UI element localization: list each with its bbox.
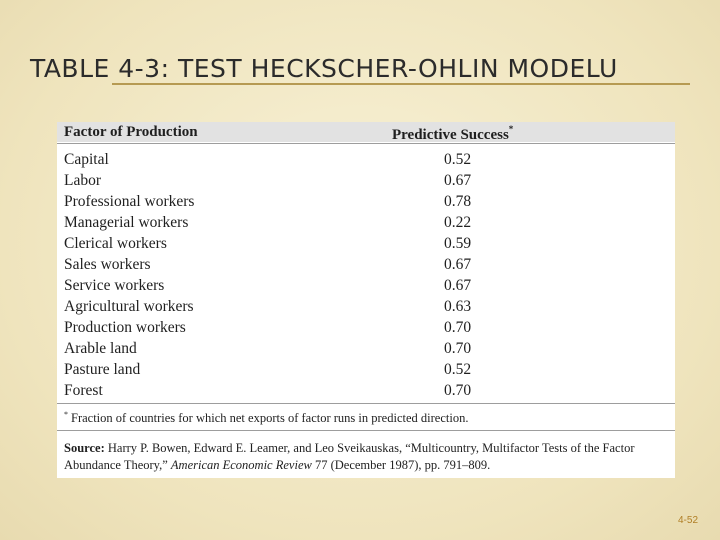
row-value: 0.59 [444,235,472,252]
row-value: 0.70 [444,319,472,336]
row-value: 0.70 [444,340,472,357]
table-row [57,150,675,171]
source-journal: American Economic Review [170,458,312,472]
table-row [57,360,675,381]
row-value: 0.52 [444,151,472,168]
row-value: 0.22 [444,214,472,231]
table-row [57,234,675,255]
row-value: 0.67 [444,277,472,294]
page-number: 4-52 [678,515,699,526]
row-value: 0.63 [444,298,472,315]
row-label: Service workers [64,277,165,294]
table-row [57,318,675,339]
header-predictive-success [392,124,513,144]
table-row [57,339,675,360]
footnote-text: Fraction of countries for which net exports of factor runs in predicted direction. [71,411,469,425]
source-text-2: 77 (December 1987), pp. 791–809. [314,458,491,472]
row-label: Capital [64,151,109,168]
row-label: Forest [64,382,103,399]
row-label: Pasture land [64,361,141,378]
row-value: 0.78 [444,193,472,210]
header-rule [57,143,675,144]
table-row [57,255,675,276]
row-label: Managerial workers [64,214,189,231]
data-table [57,122,675,478]
source-text-1: Harry P. Bowen, Edward E. Leamer, and Leo Sveikauskas, “Multicountry, Multifactor Tests of the Factor Abundance Theory,” [64,441,635,472]
footnote-rule [57,430,675,431]
row-label: Arable land [64,340,137,357]
row-label: Sales workers [64,256,151,273]
table-row [57,276,675,297]
table-body [57,150,675,402]
title-underline [112,83,690,85]
row-value: 0.67 [444,172,472,189]
row-label: Clerical workers [64,235,167,252]
header-footnote-mark: * [508,124,514,134]
body-rule [57,403,675,404]
row-value: 0.70 [444,382,472,399]
row-label: Production workers [64,319,186,336]
footnote-mark: * [64,410,68,419]
table-row [57,171,675,192]
table-source [64,440,672,474]
row-label: Professional workers [64,193,195,210]
table-row [57,192,675,213]
row-label: Agricultural workers [64,298,194,315]
table-row [57,297,675,318]
table-row [57,213,675,234]
table-footnote [64,410,468,426]
row-value: 0.52 [444,361,472,378]
source-label: Source: [64,441,105,455]
table-row [57,381,675,402]
slide-title: TABLE 4-3: TEST HECKSCHER-OHLIN MODELU [30,54,618,83]
header-factor-of-production: Factor of Production [64,124,198,140]
header-predictive-success-label: Predictive Success [392,127,509,143]
row-value: 0.67 [444,256,472,273]
row-label: Labor [64,172,102,189]
